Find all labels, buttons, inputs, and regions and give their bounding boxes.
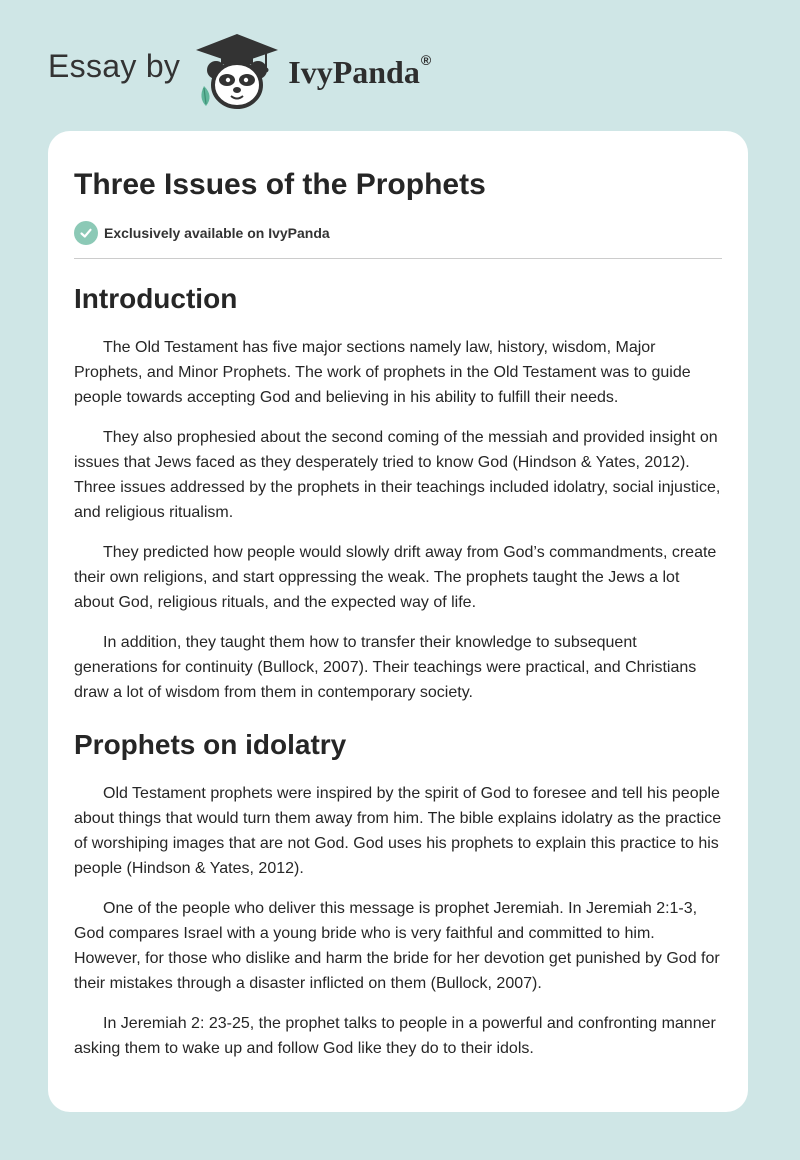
paragraph: The Old Testament has five major sections namely law, history, wisdom, Major Prophets, and Minor Prophets. The work of prophets in the Old Testament was to guide people towards accepting God and believing in his ability to fulfill their needs.: [74, 339, 691, 406]
essay-by-label: Essay by: [48, 47, 181, 84]
section-heading: Introduction: [74, 283, 238, 314]
paragraph: They also prophesied about the second coming of the messiah and provided insight on issues that Jews faced as they desperately tried to know God (Hindson & Yates, 2012). Three issues addressed by the prophets in their teachings included idolatry, social injustice, and religious ritualism.: [74, 429, 721, 521]
section-introduction: [74, 283, 722, 705]
site-header: [48, 30, 748, 110]
paragraph: In Jeremiah 2: 23-25, the prophet talks to people in a powerful and confronting manner asking them to wake up and follow God like they do to their idols.: [74, 1015, 716, 1057]
brand-name[interactable]: IvyPanda®: [288, 51, 432, 90]
registered-mark: ®: [420, 51, 432, 68]
paragraph: Old Testament prophets were inspired by the spirit of God to foresee and tell his people about things that would turn them away from him. The bible explains idolatry as the practice of worshiping images that are not God. God uses his prophets to explain this practice to his people (Hindson & Yates, 2012).: [74, 785, 722, 877]
paragraph: They predicted how people would slowly drift away from God’s commandments, create their own religions, and start oppressing the weak. The prophets taught the Jews a lot about God, religious rituals, and the expected way of life.: [74, 544, 717, 611]
essay-card: [48, 131, 748, 1112]
divider: [74, 258, 722, 259]
section-heading: Prophets on idolatry: [74, 729, 347, 760]
paragraph: One of the people who deliver this message is prophet Jeremiah. In Jeremiah 2:1-3, God compares Israel with a young bride who is very faithful and committed to him. However, for those who dislike and harm the bride for her devotion get punished by God for their mistakes through a disaster inflicted on them (Bullock, 2007).: [74, 900, 720, 992]
section-prophets-on-idolatry: [74, 729, 722, 1061]
check-circle-icon: [74, 221, 98, 245]
exclusive-badge: [74, 220, 722, 246]
panda-logo-icon[interactable]: [194, 30, 280, 110]
paragraph: In addition, they taught them how to transfer their knowledge to subsequent generations for continuity (Bullock, 2007). Their teachings were practical, and Christians draw a lot of wisdom from them in contemporary society.: [74, 634, 697, 701]
exclusive-label: Exclusively available on IvyPanda: [104, 225, 330, 241]
page-title: Three Issues of the Prophets: [74, 168, 486, 201]
